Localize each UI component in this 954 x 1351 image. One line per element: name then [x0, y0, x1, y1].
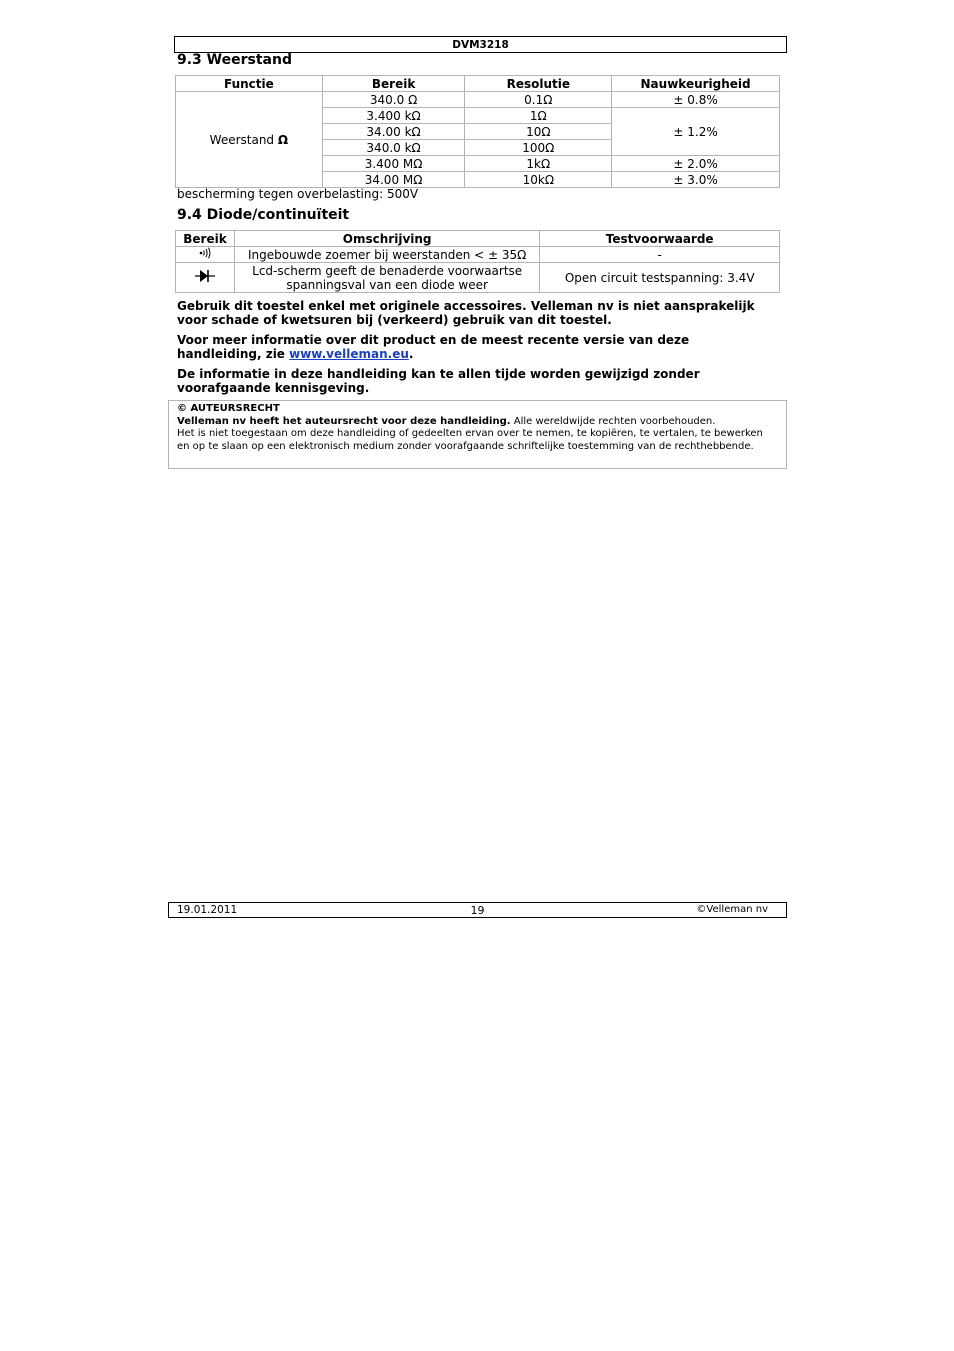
- column-header: Resolutie: [465, 76, 612, 92]
- range-cell: 3.400 MΩ: [322, 156, 465, 172]
- description-line: spanningsval van een diode weer: [286, 277, 488, 292]
- page-number: 19: [470, 904, 485, 917]
- table-row: [176, 92, 780, 108]
- description-cell: Ingebouwde zoemer bij weerstanden < ± 35Ω: [234, 247, 539, 263]
- copyright-bold-line: Velleman nv heeft het auteursrecht voor deze handleiding.: [177, 415, 511, 427]
- range-cell: 34.00 MΩ: [322, 172, 465, 188]
- accuracy-cell: ± 2.0%: [612, 156, 780, 172]
- resolution-cell: 10kΩ: [465, 172, 612, 188]
- diode-icon: [195, 269, 215, 283]
- column-header: Bereik: [176, 231, 235, 247]
- copyright-rest-line: Alle wereldwijde rechten voorbehouden.: [510, 415, 716, 427]
- document-header: [174, 36, 787, 53]
- function-label: Weerstand: [209, 132, 278, 147]
- accuracy-cell: ± 0.8%: [612, 92, 780, 108]
- resistance-table: [175, 75, 780, 188]
- resolution-cell: 1kΩ: [465, 156, 612, 172]
- diode-icon-cell: [176, 263, 235, 293]
- ohm-symbol: Ω: [277, 132, 289, 147]
- accuracy-cell: ± 1.2%: [612, 108, 780, 156]
- table-header-row: [176, 76, 780, 92]
- resolution-cell: 10Ω: [465, 124, 612, 140]
- range-cell: 34.00 kΩ: [322, 124, 465, 140]
- section-title-resistance: 9.3 Weerstand: [177, 52, 292, 68]
- document-footer: [168, 902, 787, 918]
- overload-note: bescherming tegen overbelasting: 500V: [177, 187, 419, 201]
- diode-table: [175, 230, 780, 293]
- column-header: Nauwkeurigheid: [612, 76, 780, 92]
- function-cell: [176, 92, 323, 188]
- buzzer-icon: [198, 247, 212, 259]
- column-header: Functie: [176, 76, 323, 92]
- table-row: [176, 263, 780, 293]
- copyright-rights-line: [177, 416, 778, 429]
- table-header-row: [176, 231, 780, 247]
- column-header: Bereik: [322, 76, 465, 92]
- range-cell: 340.0 kΩ: [322, 140, 465, 156]
- notice-more-info: [177, 333, 777, 361]
- notice-changes: De informatie in deze handleiding kan te allen tijde worden gewijzigd zonder voorafgaande kennisgeving.: [177, 367, 700, 395]
- table-row: [176, 247, 780, 263]
- range-cell: 340.0 Ω: [322, 92, 465, 108]
- copyright-box: [168, 400, 787, 469]
- section-title-diode: 9.4 Diode/continuïteit: [177, 207, 350, 223]
- notice-more-info-end: .: [408, 347, 414, 361]
- resolution-cell: 0.1Ω: [465, 92, 612, 108]
- footer-date: 19.01.2011: [177, 904, 238, 916]
- condition-cell: Open circuit testspanning: 3.4V: [540, 263, 780, 293]
- condition-cell: -: [540, 247, 780, 263]
- velleman-website-link[interactable]: www.velleman.eu: [289, 347, 409, 361]
- range-cell: 3.400 kΩ: [322, 108, 465, 124]
- description-line: Lcd-scherm geeft de benaderde voorwaartse: [252, 263, 523, 278]
- notice-more-info-text: Voor meer informatie over dit product en de meest recente versie van deze handleiding, zie: [177, 333, 690, 361]
- copyright-heading: © AUTEURSRECHT: [177, 403, 280, 414]
- resolution-cell: 100Ω: [465, 140, 612, 156]
- accuracy-cell: ± 3.0%: [612, 172, 780, 188]
- model-name: DVM3218: [452, 39, 509, 51]
- column-header: Testvoorwaarde: [540, 231, 780, 247]
- description-cell: [234, 263, 539, 293]
- footer-company: ©Velleman nv: [696, 904, 768, 915]
- resolution-cell: 1Ω: [465, 108, 612, 124]
- notice-usage: Gebruik dit toestel enkel met originele accessoires. Velleman nv is niet aansprakelijk voor schade of kwetsuren bij (verkeerd) gebruik van dit toestel.: [177, 299, 755, 327]
- column-header: Omschrijving: [234, 231, 539, 247]
- copyright-body: Het is niet toegestaan om deze handleiding of gedeelten ervan over te nemen, te kopiëren, te vertalen, te bewerken en op te slaan op een elektronisch medium zonder voorafgaande schriftelijke toestemming van de rechthebbende.: [177, 428, 763, 452]
- buzzer-icon-cell: [176, 247, 235, 263]
